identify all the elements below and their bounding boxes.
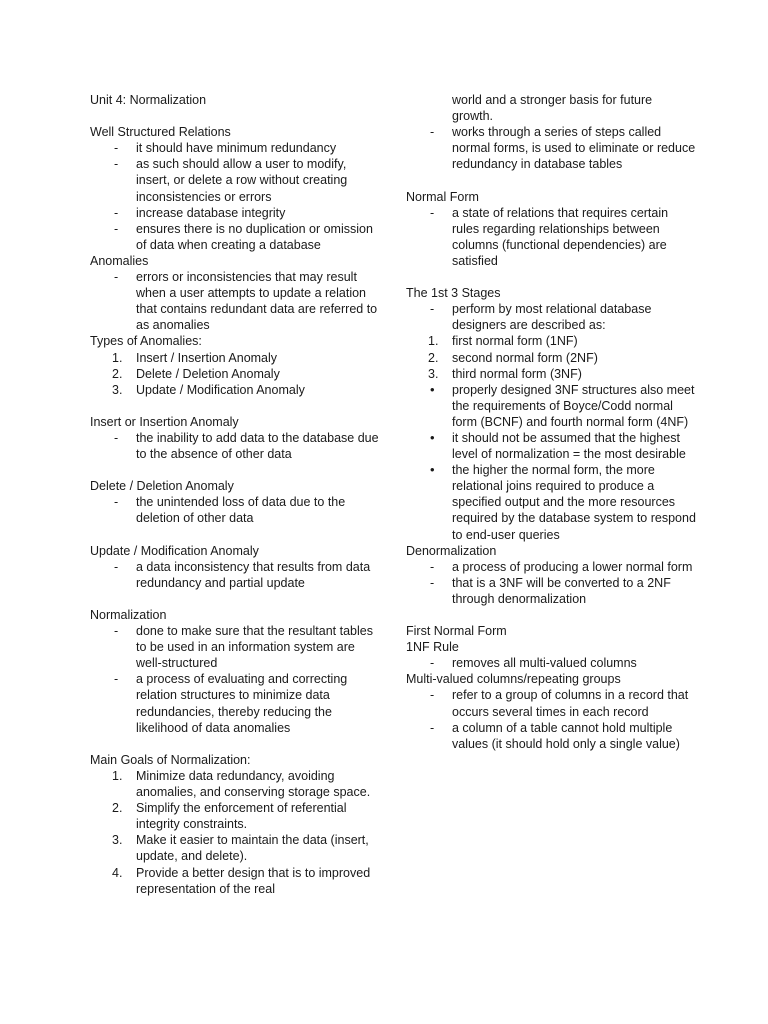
list-marker: - — [114, 141, 119, 156]
blank-line — [90, 462, 380, 478]
list-item-text: the inability to add data to the database due to the absence of other data — [136, 430, 379, 462]
continued-text-body: world and a stronger basis for future growth. — [452, 93, 653, 124]
continued-text — [406, 92, 696, 124]
list-marker: - — [114, 672, 119, 687]
bullet-item — [406, 430, 696, 462]
list-item-text: as such should allow a user to modify, insert, or delete a row without creating inconsistencies or errors — [136, 157, 348, 204]
dash-item — [90, 269, 380, 333]
list-item-text: ensures there is no duplication or omission of data when creating a database — [136, 221, 373, 252]
dash-item — [406, 575, 696, 607]
blank-line — [406, 172, 696, 188]
list-marker: - — [114, 495, 119, 510]
list-marker: - — [114, 205, 119, 220]
list-item-text: errors or inconsistencies that may result when a user attempts to update a relation that contains redundant data are referred to as anomalies — [136, 270, 378, 333]
list-item-text: third normal form (3NF) — [452, 366, 582, 381]
list-number: 3. — [428, 366, 439, 381]
numbered-item — [90, 350, 380, 366]
blank-line — [90, 591, 380, 607]
dash-item — [90, 671, 380, 735]
list-item-text: a process of evaluating and correcting relation structures to minimize data redundancies, thereby reducing the likelihood of data anomalies — [136, 672, 348, 735]
dash-item — [406, 720, 696, 752]
list-item-text: refer to a group of columns in a record that occurs several times in each record — [452, 688, 689, 719]
list-marker: - — [114, 624, 119, 639]
list-number: 2. — [112, 366, 123, 381]
list-item-text: a process of producing a lower normal form — [452, 559, 693, 574]
list-item-text: a data inconsistency that results from data redundancy and partial update — [136, 559, 371, 590]
dash-item — [90, 559, 380, 591]
list-marker: - — [430, 575, 435, 590]
blank-line — [406, 607, 696, 623]
blank-line — [90, 398, 380, 414]
section-heading: Types of Anomalies: — [90, 334, 202, 349]
list-number: 4. — [112, 865, 123, 880]
list-item-text: works through a series of steps called normal forms, is used to eliminate or reduce redundancy in database tables — [452, 125, 696, 172]
dash-item — [406, 124, 696, 172]
bullet-item — [406, 382, 696, 430]
section-heading: Update / Modification Anomaly — [90, 543, 259, 558]
left-column — [90, 92, 380, 897]
blank-line — [406, 269, 696, 285]
dash-item — [406, 205, 696, 269]
section-heading: Denormalization — [406, 543, 497, 558]
numbered-item — [90, 366, 380, 382]
list-item-text: Insert / Insertion Anomaly — [136, 350, 278, 365]
list-number: 2. — [428, 350, 439, 365]
blank-line — [90, 108, 380, 124]
blank-line — [90, 736, 380, 752]
numbered-item — [90, 832, 380, 864]
list-marker: - — [114, 430, 119, 445]
list-item-text: properly designed 3NF structures also meet the requirements of Boyce/Codd normal form (BCNF) and fourth normal form (4NF) — [452, 382, 695, 429]
list-item-text: Delete / Deletion Anomaly — [136, 366, 280, 381]
list-item-text: it should have minimum redundancy — [136, 141, 337, 156]
list-item-text: perform by most relational database designers are described as: — [452, 302, 652, 333]
list-item-text: it should not be assumed that the highest level of normalization = the most desirable — [452, 430, 686, 462]
list-item-text: Minimize data redundancy, avoiding anomalies, and conserving storage space. — [136, 768, 371, 800]
list-marker: - — [430, 205, 435, 220]
list-number: 3. — [112, 382, 123, 397]
right-column — [406, 92, 696, 752]
dash-item — [90, 430, 380, 462]
dash-item — [90, 156, 380, 204]
numbered-item — [90, 768, 380, 800]
list-item-text: a state of relations that requires certain rules regarding relationships between columns (functional dependencies) are satisfied — [452, 205, 669, 268]
dash-item — [90, 140, 380, 156]
list-marker: - — [114, 157, 119, 172]
list-item-text: removes all multi-valued columns — [452, 656, 637, 671]
list-item-text: first normal form (1NF) — [452, 334, 578, 349]
list-marker: - — [430, 656, 435, 671]
section-heading: First Normal Form — [406, 624, 507, 639]
list-marker: - — [114, 559, 119, 574]
numbered-item — [90, 800, 380, 832]
dash-item — [90, 221, 380, 253]
list-marker: - — [430, 302, 435, 317]
list-item-text: the higher the normal form, the more relational joins required to produce a specified output and the more resources required by the database system to respond to end-user queries — [452, 463, 696, 542]
dash-item — [90, 623, 380, 671]
numbered-item — [406, 333, 696, 349]
list-marker: • — [430, 462, 435, 478]
list-marker: - — [430, 688, 435, 703]
list-item-text: Update / Modification Anomaly — [136, 382, 305, 397]
list-item-text: Provide a better design that is to improved representation of the real — [136, 865, 371, 896]
section-heading: The 1st 3 Stages — [406, 286, 501, 301]
section-heading: 1NF Rule — [406, 640, 459, 655]
section-heading: Main Goals of Normalization: — [90, 752, 251, 767]
list-marker: - — [114, 221, 119, 236]
list-marker: • — [430, 381, 435, 397]
section-heading: Normalization — [90, 608, 167, 622]
section-heading: Unit 4: Normalization — [90, 93, 207, 107]
section-heading: Insert or Insertion Anomaly — [90, 414, 239, 429]
numbered-item — [406, 350, 696, 366]
list-marker: - — [430, 559, 435, 574]
list-number: 1. — [112, 350, 123, 365]
numbered-item — [90, 382, 380, 398]
numbered-item — [406, 366, 696, 382]
list-item-text: a column of a table cannot hold multiple values (it should hold only a single value) — [452, 720, 680, 751]
dash-item — [406, 559, 696, 575]
list-marker: - — [430, 125, 435, 140]
list-marker: • — [430, 429, 435, 445]
section-heading: Anomalies — [90, 253, 149, 268]
section-heading: Delete / Deletion Anomaly — [90, 479, 234, 494]
dash-item — [90, 494, 380, 526]
list-number: 1. — [428, 334, 439, 349]
list-item-text: second normal form (2NF) — [452, 350, 598, 365]
bullet-item — [406, 462, 696, 542]
list-number: 3. — [112, 833, 123, 848]
section-heading: Normal Form — [406, 189, 479, 204]
list-item-text: that is a 3NF will be converted to a 2NF through denormalization — [452, 575, 671, 606]
list-number: 1. — [112, 768, 123, 783]
list-marker: - — [114, 270, 119, 285]
list-marker: - — [430, 720, 435, 735]
list-item-text: the unintended loss of data due to the deletion of other data — [136, 495, 346, 526]
list-item-text: done to make sure that the resultant tables to be used in an information system are well-structured — [136, 624, 373, 671]
section-heading: Well Structured Relations — [90, 125, 231, 140]
list-number: 2. — [112, 801, 123, 816]
dash-item — [406, 687, 696, 719]
list-item-text: Make it easier to maintain the data (insert, update, and delete). — [136, 833, 369, 864]
numbered-item — [90, 865, 380, 897]
section-heading: Multi-valued columns/repeating groups — [406, 672, 621, 687]
list-item-text: increase database integrity — [136, 205, 286, 220]
dash-item — [406, 655, 696, 671]
dash-item — [406, 301, 696, 333]
list-item-text: Simplify the enforcement of referential integrity constraints. — [136, 801, 347, 832]
blank-line — [90, 527, 380, 543]
dash-item — [90, 205, 380, 221]
